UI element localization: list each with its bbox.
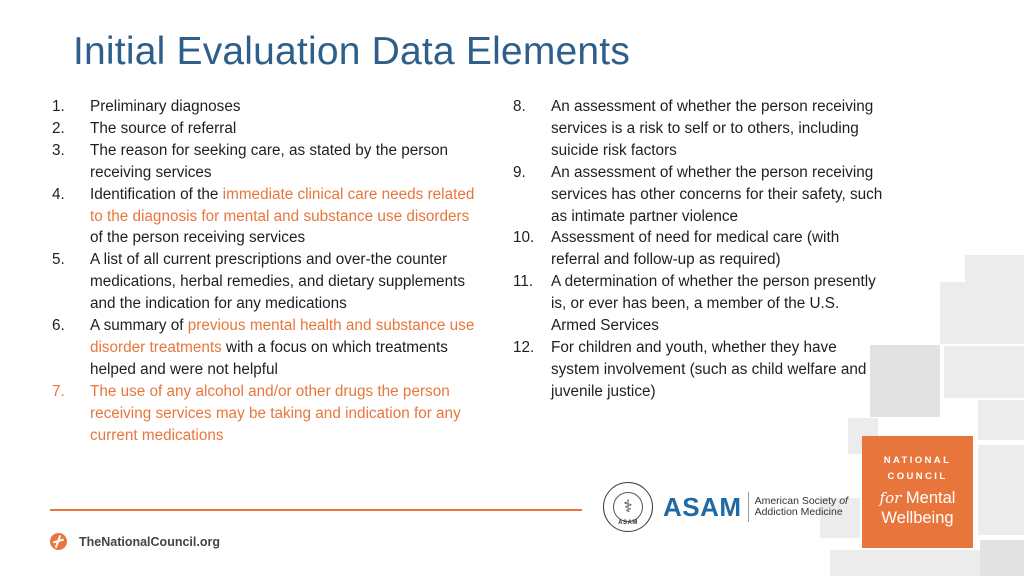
asam-of: of <box>839 494 848 507</box>
ncmw-line4: Wellbeing <box>881 509 954 527</box>
list-item-number: 12. <box>513 338 535 356</box>
ncmw-line1: NATIONAL <box>883 455 952 466</box>
list-item <box>513 96 883 162</box>
highlighted-text: The use of any alcohol and/or other drugs the person receiving services may be taking and indication for any current medications <box>90 382 461 444</box>
item-text: with a focus on which treatments helped and were not helpful <box>90 338 448 378</box>
list-item <box>52 118 482 140</box>
item-text: A determination of whether the person presently is, or ever has been, a member of the U.S. Armed Services <box>551 273 876 335</box>
ncmw-for: for <box>879 489 902 507</box>
list-item-number: 8. <box>513 98 526 115</box>
list-item <box>52 184 482 250</box>
national-council-mental-wellbeing-logo <box>862 436 973 548</box>
list-item-number: 6. <box>52 317 65 335</box>
list-item-text <box>90 96 482 118</box>
ncmw-mental: Mental <box>905 489 956 507</box>
item-text: For children and youth, whether they have system involvement (such as child welfare and juvenile justice) <box>551 338 867 400</box>
list-item-number: 11. <box>513 273 534 291</box>
list-item-number: 10. <box>513 229 535 247</box>
list-item-number: 9. <box>513 163 526 181</box>
item-text: A summary of <box>90 317 188 335</box>
list-item-text <box>551 227 883 271</box>
item-text: An assessment of whether the person receiving services has other concerns for their safety, such as intimate partner violence <box>551 163 883 225</box>
right-item-list <box>513 96 883 403</box>
list-item-text <box>551 337 883 403</box>
asam-seal-tag: ASAM <box>618 520 638 526</box>
list-item-text <box>90 249 482 315</box>
asam-full-line1: American Society of <box>754 494 848 507</box>
highlighted-text: previous mental health and substance use disorder treatments <box>90 317 475 356</box>
list-item-number: 3. <box>52 141 65 159</box>
list-item <box>52 140 482 184</box>
list-item <box>52 96 482 118</box>
item-text: The source of referral <box>90 119 237 137</box>
ncmw-line3 <box>862 488 973 508</box>
decorative-square <box>980 540 1024 576</box>
list-item <box>513 227 883 271</box>
list-item-text <box>90 381 482 447</box>
list-item <box>52 381 482 447</box>
list-item-text <box>90 140 482 184</box>
item-text: Preliminary diagnoses <box>90 98 241 115</box>
list-item-text <box>90 315 482 381</box>
item-text: of the person receiving services <box>90 229 306 247</box>
item-text: The reason for seeking care, as stated by the person receiving services <box>90 141 448 181</box>
list-item <box>513 162 883 228</box>
list-item-number: 1. <box>52 98 65 115</box>
page-title: Initial Evaluation Data Elements <box>73 30 631 73</box>
list-item-text <box>90 184 482 250</box>
list-item-number: 5. <box>52 251 65 269</box>
highlighted-text: immediate clinical care needs related to the diagnosis for mental and substance use disorders <box>90 185 475 225</box>
list-item <box>52 315 482 381</box>
asam-full-line2: Addiction Medicine <box>754 506 843 518</box>
list-item-number: 7. <box>52 382 65 400</box>
decorative-square <box>965 255 1024 285</box>
list-item-number: 4. <box>52 185 65 203</box>
national-council-logo-icon <box>50 533 67 550</box>
asam-full-name <box>755 496 848 519</box>
list-item <box>52 249 482 315</box>
list-item <box>513 271 883 337</box>
asam-wordmark: ASAM <box>663 491 742 522</box>
national-council-footer[interactable] <box>50 533 220 550</box>
left-item-list <box>52 96 482 447</box>
decorative-square <box>978 445 1024 535</box>
list-item-text <box>551 271 883 337</box>
list-item-text <box>551 96 883 162</box>
ncmw-line2: COUNCIL <box>887 471 948 482</box>
list-item <box>513 337 883 403</box>
asam-separator <box>748 492 749 522</box>
list-item-text <box>551 162 883 228</box>
list-item-text <box>90 118 482 140</box>
footer-divider <box>50 509 582 511</box>
item-text: An assessment of whether the person receiving services is a risk to self or to others, including suicide risk factors <box>551 98 874 159</box>
item-text: Identification of the <box>90 185 223 203</box>
asam-logo <box>603 482 848 532</box>
decorative-square <box>978 400 1024 440</box>
item-text: A list of all current prescriptions and over-the counter medications, herbal remedies, and dietary supplements and the indication for any medications <box>90 251 465 313</box>
list-item-number: 2. <box>52 119 65 137</box>
decorative-square <box>940 282 1024 344</box>
asam-seal-icon: ⚕ ASAM <box>603 482 653 532</box>
footer-url[interactable]: TheNationalCouncil.org <box>79 534 220 549</box>
item-text: Assessment of need for medical care (with referral and follow-up as required) <box>551 229 840 269</box>
decorative-square <box>944 346 1024 398</box>
